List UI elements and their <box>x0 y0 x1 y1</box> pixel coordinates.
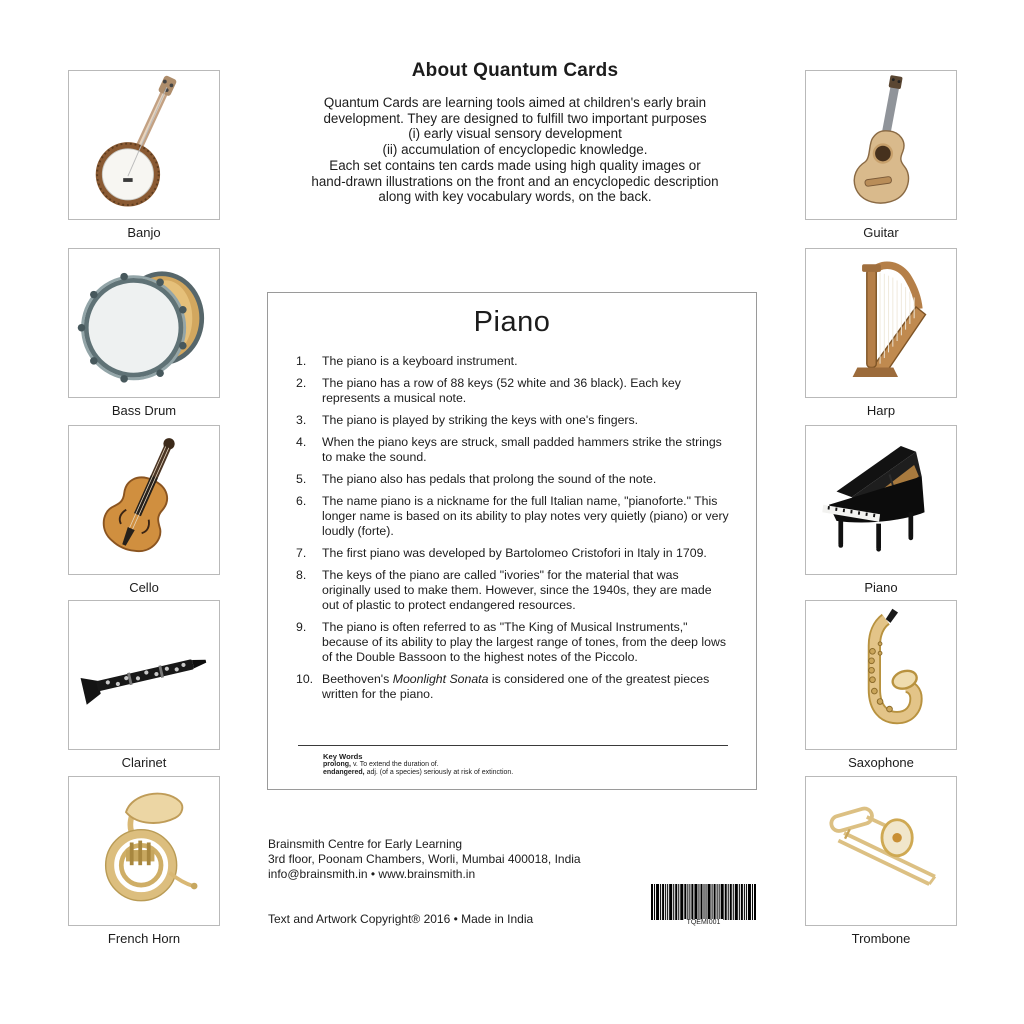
fact-number: 1. <box>296 354 307 368</box>
fact-number: 10. <box>296 672 314 686</box>
instrument-label: Trombone <box>851 931 911 946</box>
instrument-tile-cello <box>68 425 220 595</box>
company-contact: info@brainsmith.in • www.brainsmith.in <box>268 867 476 882</box>
about-line: along with key vocabulary words, on the back. <box>378 189 652 205</box>
instrument-tile-clarinet <box>68 600 220 770</box>
fact-number: 6. <box>296 494 307 508</box>
keyword-term: prolong, <box>323 761 351 768</box>
instrument-label: Guitar <box>863 225 899 240</box>
fact-text: The piano is often referred to as "The King of Musical Instruments," because of its ability to play the largest range of tones, from the deep lows of the Double Bassoon to the highest notes of the Piccolo. <box>322 620 726 664</box>
keywords-divider <box>298 745 728 746</box>
keyword-definition: v. To extend the duration of. <box>351 761 439 768</box>
barcode <box>651 884 756 927</box>
fact-text: The first piano was developed by Bartolomeo Cristofori in Italy in 1709. <box>322 546 707 560</box>
piano-fact-card <box>267 292 757 790</box>
instrument-label: Piano <box>864 580 898 595</box>
fact-text: The piano is a keyboard instrument. <box>322 354 518 368</box>
publisher-info <box>268 837 581 883</box>
keywords-section <box>323 752 723 778</box>
about-line: (i) early visual sensory development <box>408 126 622 142</box>
fact-text-pre: Beethoven's <box>322 672 393 686</box>
fact-item <box>296 568 730 613</box>
cello-image <box>72 429 216 571</box>
piano-image <box>809 429 953 571</box>
fact-item <box>296 413 730 428</box>
fact-item <box>296 472 730 487</box>
keyword-term: endangered, <box>323 769 365 777</box>
cello-photo-frame <box>68 425 220 575</box>
piano-photo-frame <box>805 425 957 575</box>
instrument-tile-guitar <box>805 70 957 240</box>
instrument-tile-bass-drum <box>68 248 220 418</box>
instrument-label: Saxophone <box>848 755 914 770</box>
fact-text: The name piano is a nickname for the full Italian name, "pianoforte." This longer name is based on its ability to play notes very quietly (piano) or very loudly (forte). <box>322 494 729 538</box>
instrument-label: Bass Drum <box>111 403 177 418</box>
fact-item <box>296 376 730 406</box>
trombone-image <box>809 780 953 922</box>
about-line: Each set contains ten cards made using high quality images or <box>329 157 701 173</box>
harp-photo-frame <box>805 248 957 398</box>
bass-drum-photo-frame <box>68 248 220 398</box>
instrument-label: Cello <box>129 580 159 595</box>
french-horn-photo-frame <box>68 776 220 926</box>
company-address: 3rd floor, Poonam Chambers, Worli, Mumbai 400018, India <box>268 852 581 867</box>
about-section <box>250 60 780 205</box>
instrument-tile-banjo <box>68 70 220 240</box>
fact-text-post: is considered one of the greatest pieces written for the piano. <box>322 672 710 701</box>
about-line: (ii) accumulation of encyclopedic knowledge. <box>382 142 648 158</box>
instrument-tile-piano <box>805 425 957 595</box>
about-line: hand-drawn illustrations on the front and an encyclopedic description <box>311 173 719 189</box>
fact-text <box>322 672 730 702</box>
fact-number: 3. <box>296 413 307 427</box>
instrument-tile-harp <box>805 248 957 418</box>
fact-text: The piano has a row of 88 keys (52 white and 36 black). Each key represents a musical note. <box>322 376 681 405</box>
guitar-image <box>809 74 953 216</box>
fact-item <box>296 672 730 702</box>
instrument-label: Banjo <box>127 225 161 240</box>
saxophone-photo-frame <box>805 600 957 750</box>
banjo-photo-frame <box>68 70 220 220</box>
fact-text: The piano is played by striking the keys with one's fingers. <box>322 413 639 427</box>
about-title: About Quantum Cards <box>411 60 619 81</box>
barcode-label: TQEMI001 <box>684 919 724 926</box>
fact-number: 5. <box>296 472 307 486</box>
fact-number: 4. <box>296 435 307 449</box>
instrument-label: Harp <box>866 403 896 418</box>
fact-number: 7. <box>296 546 307 560</box>
trombone-photo-frame <box>805 776 957 926</box>
instrument-tile-saxophone <box>805 600 957 770</box>
keyword-definition: adj. (of a species) seriously at risk of extinction. <box>364 769 514 777</box>
clarinet-photo-frame <box>68 600 220 750</box>
barcode-bars <box>651 884 756 920</box>
harp-image <box>809 252 953 394</box>
banjo-image <box>72 74 216 216</box>
fact-text: When the piano keys are struck, small padded hammers strike the strings to make the sound. <box>322 435 722 464</box>
copyright-line: Text and Artwork Copyright® 2016 • Made in India <box>268 912 534 926</box>
instrument-label: French Horn <box>107 931 181 946</box>
fact-item <box>296 546 730 561</box>
instrument-tile-french-horn <box>68 776 220 946</box>
bass-drum-image <box>72 252 216 394</box>
fact-item <box>296 435 730 465</box>
company-name: Brainsmith Centre for Early Learning <box>268 837 463 851</box>
fact-italic-work-title: Moonlight Sonata <box>392 672 489 686</box>
french-horn-image <box>72 780 216 922</box>
clarinet-image <box>72 604 216 746</box>
about-line: Quantum Cards are learning tools aimed at children's early brain <box>323 95 707 110</box>
fact-item <box>296 494 730 539</box>
fact-number: 2. <box>296 376 307 390</box>
keyword-entry <box>323 769 723 777</box>
fact-number: 8. <box>296 568 307 582</box>
fact-item <box>296 354 730 369</box>
instrument-label: Clarinet <box>121 755 167 770</box>
fact-list <box>268 354 756 702</box>
about-line: development. They are designed to fulfill two important purposes <box>323 110 707 126</box>
fact-item <box>296 620 730 665</box>
keywords-heading: Key Words <box>323 752 363 761</box>
fact-text: The keys of the piano are called "ivories" for the material that was originally used to make them. However, since the 1940s, they are made out of plastic to protect endangered resources. <box>322 568 712 612</box>
instrument-tile-trombone <box>805 776 957 946</box>
saxophone-image <box>809 604 953 746</box>
fact-number: 9. <box>296 620 307 634</box>
keyword-entry <box>323 761 723 769</box>
card-title: Piano <box>473 306 551 338</box>
guitar-photo-frame <box>805 70 957 220</box>
fact-text: The piano also has pedals that prolong the sound of the note. <box>322 472 657 486</box>
